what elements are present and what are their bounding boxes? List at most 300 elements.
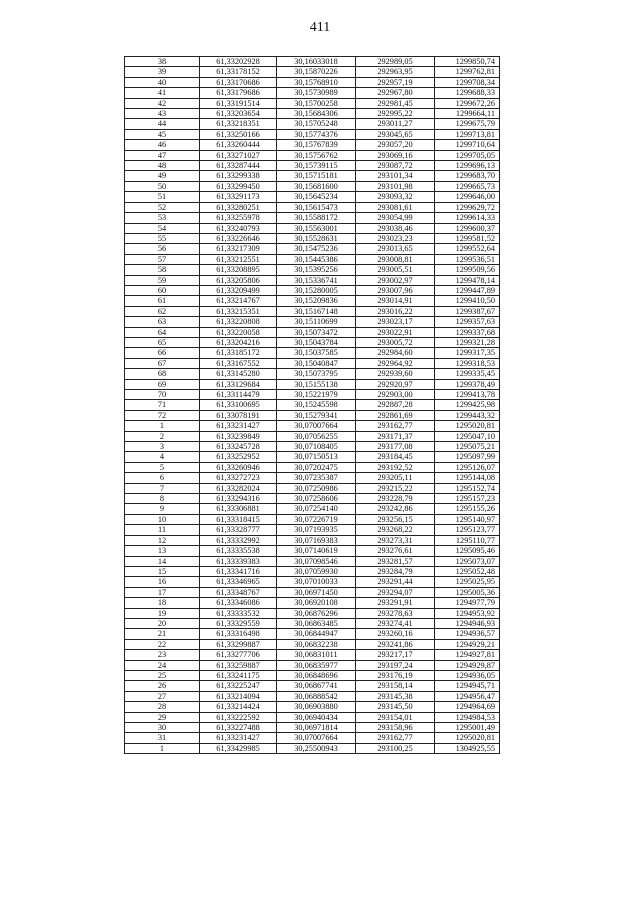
- x-coordinate-cell: 293057,20: [356, 140, 435, 150]
- point-number-cell: 66: [125, 348, 200, 358]
- latitude-cell: 61,33227488: [200, 723, 277, 733]
- y-coordinate-cell: 1299478,14: [435, 275, 500, 285]
- point-number-cell: 43: [125, 109, 200, 119]
- latitude-cell: 61,33429985: [200, 743, 277, 753]
- latitude-cell: 61,33318415: [200, 514, 277, 524]
- table-row: [125, 369, 500, 379]
- y-coordinate-cell: 1299850,74: [435, 57, 500, 67]
- longitude-cell: 30,25500943: [277, 743, 356, 753]
- x-coordinate-cell: 292957,19: [356, 77, 435, 87]
- point-number-cell: 11: [125, 525, 200, 535]
- latitude-cell: 61,33277706: [200, 650, 277, 660]
- x-coordinate-cell: 292964,92: [356, 358, 435, 368]
- latitude-cell: 61,33252952: [200, 452, 277, 462]
- longitude-cell: 30,15073472: [277, 327, 356, 337]
- y-coordinate-cell: 1299696,13: [435, 161, 500, 171]
- y-coordinate-cell: 1294953,92: [435, 608, 500, 618]
- table-row: [125, 254, 500, 264]
- y-coordinate-cell: 1295095,46: [435, 546, 500, 556]
- y-coordinate-cell: 1299581,52: [435, 233, 500, 243]
- latitude-cell: 61,33225247: [200, 681, 277, 691]
- x-coordinate-cell: 293291,44: [356, 577, 435, 587]
- latitude-cell: 61,33170686: [200, 77, 277, 87]
- latitude-cell: 61,33218351: [200, 119, 277, 129]
- y-coordinate-cell: 1299683,70: [435, 171, 500, 181]
- longitude-cell: 30,06940434: [277, 712, 356, 722]
- table-row: [125, 442, 500, 452]
- y-coordinate-cell: 1295155,26: [435, 504, 500, 514]
- y-coordinate-cell: 1295047,10: [435, 431, 500, 441]
- x-coordinate-cell: 293242,86: [356, 504, 435, 514]
- table-row: [125, 650, 500, 660]
- x-coordinate-cell: 292887,28: [356, 400, 435, 410]
- point-number-cell: 27: [125, 691, 200, 701]
- y-coordinate-cell: 1295075,21: [435, 442, 500, 452]
- latitude-cell: 61,33078191: [200, 410, 277, 420]
- longitude-cell: 30,15700258: [277, 98, 356, 108]
- latitude-cell: 61,33332992: [200, 535, 277, 545]
- table-row: [125, 275, 500, 285]
- table-row: [125, 670, 500, 680]
- y-coordinate-cell: 1299443,32: [435, 410, 500, 420]
- table-row: [125, 379, 500, 389]
- point-number-cell: 50: [125, 181, 200, 191]
- point-number-cell: 65: [125, 337, 200, 347]
- table-row: [125, 452, 500, 462]
- y-coordinate-cell: 1295020,81: [435, 733, 500, 743]
- y-coordinate-cell: 1299672,26: [435, 98, 500, 108]
- x-coordinate-cell: 293291,91: [356, 598, 435, 608]
- table-row: [125, 577, 500, 587]
- table-row: [125, 150, 500, 160]
- point-number-cell: 22: [125, 639, 200, 649]
- x-coordinate-cell: 293054,99: [356, 213, 435, 223]
- point-number-cell: 47: [125, 150, 200, 160]
- table-row: [125, 494, 500, 504]
- latitude-cell: 61,33341716: [200, 566, 277, 576]
- longitude-cell: 30,15645234: [277, 192, 356, 202]
- x-coordinate-cell: 293228,79: [356, 494, 435, 504]
- x-coordinate-cell: 293154,01: [356, 712, 435, 722]
- latitude-cell: 61,33231427: [200, 421, 277, 431]
- latitude-cell: 61,33240793: [200, 223, 277, 233]
- y-coordinate-cell: 1299321,28: [435, 337, 500, 347]
- point-number-cell: 12: [125, 535, 200, 545]
- table-row: [125, 306, 500, 316]
- table-row: [125, 88, 500, 98]
- table-row: [125, 213, 500, 223]
- latitude-cell: 61,33145280: [200, 369, 277, 379]
- y-coordinate-cell: 1294936,05: [435, 670, 500, 680]
- x-coordinate-cell: 293008,81: [356, 254, 435, 264]
- x-coordinate-cell: 293162,77: [356, 733, 435, 743]
- y-coordinate-cell: 1299335,45: [435, 369, 500, 379]
- longitude-cell: 30,06863485: [277, 618, 356, 628]
- point-number-cell: 4: [125, 452, 200, 462]
- longitude-cell: 30,07150513: [277, 452, 356, 462]
- table-row: [125, 702, 500, 712]
- latitude-cell: 61,33179686: [200, 88, 277, 98]
- point-number-cell: 58: [125, 265, 200, 275]
- y-coordinate-cell: 1299425,98: [435, 400, 500, 410]
- longitude-cell: 30,07010033: [277, 577, 356, 587]
- longitude-cell: 30,15756762: [277, 150, 356, 160]
- latitude-cell: 61,33129684: [200, 379, 277, 389]
- y-coordinate-cell: 1299665,73: [435, 181, 500, 191]
- table-row: [125, 265, 500, 275]
- latitude-cell: 61,33287444: [200, 161, 277, 171]
- latitude-cell: 61,33241175: [200, 670, 277, 680]
- table-row: [125, 410, 500, 420]
- latitude-cell: 61,33204216: [200, 337, 277, 347]
- longitude-cell: 30,07254140: [277, 504, 356, 514]
- longitude-cell: 30,15037585: [277, 348, 356, 358]
- point-number-cell: 63: [125, 317, 200, 327]
- point-number-cell: 24: [125, 660, 200, 670]
- coordinates-table: [124, 56, 500, 754]
- point-number-cell: 23: [125, 650, 200, 660]
- y-coordinate-cell: 1299708,34: [435, 77, 500, 87]
- x-coordinate-cell: 293184,45: [356, 452, 435, 462]
- point-number-cell: 61: [125, 296, 200, 306]
- table-row: [125, 285, 500, 295]
- x-coordinate-cell: 292989,05: [356, 57, 435, 67]
- x-coordinate-cell: 293014,91: [356, 296, 435, 306]
- point-number-cell: 7: [125, 483, 200, 493]
- latitude-cell: 61,33294316: [200, 494, 277, 504]
- latitude-cell: 61,33291173: [200, 192, 277, 202]
- table-row: [125, 712, 500, 722]
- table-row: [125, 421, 500, 431]
- table-row: [125, 98, 500, 108]
- longitude-cell: 30,06971450: [277, 587, 356, 597]
- longitude-cell: 30,07193935: [277, 525, 356, 535]
- point-number-cell: 10: [125, 514, 200, 524]
- point-number-cell: 26: [125, 681, 200, 691]
- x-coordinate-cell: 293101,34: [356, 171, 435, 181]
- latitude-cell: 61,33271027: [200, 150, 277, 160]
- table-row: [125, 348, 500, 358]
- longitude-cell: 30,07140619: [277, 546, 356, 556]
- x-coordinate-cell: 292963,95: [356, 67, 435, 77]
- latitude-cell: 61,33250166: [200, 129, 277, 139]
- table-row: [125, 57, 500, 67]
- x-coordinate-cell: 293100,25: [356, 743, 435, 753]
- x-coordinate-cell: 293011,27: [356, 119, 435, 129]
- y-coordinate-cell: 1294929,87: [435, 660, 500, 670]
- table-row: [125, 296, 500, 306]
- point-number-cell: 18: [125, 598, 200, 608]
- x-coordinate-cell: 293268,22: [356, 525, 435, 535]
- longitude-cell: 30,16033018: [277, 57, 356, 67]
- longitude-cell: 30,15445386: [277, 254, 356, 264]
- y-coordinate-cell: 1299629,72: [435, 202, 500, 212]
- point-number-cell: 40: [125, 77, 200, 87]
- table-row: [125, 514, 500, 524]
- point-number-cell: 54: [125, 223, 200, 233]
- point-number-cell: 19: [125, 608, 200, 618]
- y-coordinate-cell: 1299318,53: [435, 358, 500, 368]
- longitude-cell: 30,15043784: [277, 337, 356, 347]
- latitude-cell: 61,33282024: [200, 483, 277, 493]
- x-coordinate-cell: 292981,45: [356, 98, 435, 108]
- longitude-cell: 30,15279341: [277, 410, 356, 420]
- y-coordinate-cell: 1294956,47: [435, 691, 500, 701]
- latitude-cell: 61,33339383: [200, 556, 277, 566]
- latitude-cell: 61,33328777: [200, 525, 277, 535]
- longitude-cell: 30,15221979: [277, 390, 356, 400]
- point-number-cell: 39: [125, 67, 200, 77]
- table-row: [125, 109, 500, 119]
- point-number-cell: 45: [125, 129, 200, 139]
- longitude-cell: 30,15739115: [277, 161, 356, 171]
- latitude-cell: 61,33260946: [200, 462, 277, 472]
- y-coordinate-cell: 1299552,64: [435, 244, 500, 254]
- point-number-cell: 13: [125, 546, 200, 556]
- point-number-cell: 57: [125, 254, 200, 264]
- longitude-cell: 30,15870226: [277, 67, 356, 77]
- point-number-cell: 3: [125, 442, 200, 452]
- longitude-cell: 30,07108405: [277, 442, 356, 452]
- latitude-cell: 61,33222592: [200, 712, 277, 722]
- y-coordinate-cell: 1299337,68: [435, 327, 500, 337]
- latitude-cell: 61,33316498: [200, 629, 277, 639]
- longitude-cell: 30,07250986: [277, 483, 356, 493]
- table-row: [125, 119, 500, 129]
- latitude-cell: 61,33114479: [200, 390, 277, 400]
- table-row: [125, 77, 500, 87]
- x-coordinate-cell: 293038,46: [356, 223, 435, 233]
- y-coordinate-cell: 1295110,77: [435, 535, 500, 545]
- y-coordinate-cell: 1299646,00: [435, 192, 500, 202]
- table-row: [125, 140, 500, 150]
- y-coordinate-cell: 1299413,78: [435, 390, 500, 400]
- point-number-cell: 15: [125, 566, 200, 576]
- point-number-cell: 48: [125, 161, 200, 171]
- x-coordinate-cell: 293276,61: [356, 546, 435, 556]
- x-coordinate-cell: 293241,86: [356, 639, 435, 649]
- longitude-cell: 30,15768910: [277, 77, 356, 87]
- point-number-cell: 6: [125, 473, 200, 483]
- x-coordinate-cell: 292920,97: [356, 379, 435, 389]
- x-coordinate-cell: 293192,52: [356, 462, 435, 472]
- y-coordinate-cell: 1299447,89: [435, 285, 500, 295]
- x-coordinate-cell: 293081,61: [356, 202, 435, 212]
- longitude-cell: 30,06920108: [277, 598, 356, 608]
- y-coordinate-cell: 1299614,33: [435, 213, 500, 223]
- table-row: [125, 400, 500, 410]
- longitude-cell: 30,15395256: [277, 265, 356, 275]
- longitude-cell: 30,07258606: [277, 494, 356, 504]
- longitude-cell: 30,15336741: [277, 275, 356, 285]
- point-number-cell: 38: [125, 57, 200, 67]
- x-coordinate-cell: 293260,16: [356, 629, 435, 639]
- x-coordinate-cell: 292995,22: [356, 109, 435, 119]
- table-row: [125, 525, 500, 535]
- x-coordinate-cell: 293294,07: [356, 587, 435, 597]
- longitude-cell: 30,06844947: [277, 629, 356, 639]
- longitude-cell: 30,15681600: [277, 181, 356, 191]
- x-coordinate-cell: 293093,32: [356, 192, 435, 202]
- point-number-cell: 52: [125, 202, 200, 212]
- point-number-cell: 28: [125, 702, 200, 712]
- longitude-cell: 30,15167148: [277, 306, 356, 316]
- y-coordinate-cell: 1294936,57: [435, 629, 500, 639]
- latitude-cell: 61,33335538: [200, 546, 277, 556]
- table-row: [125, 618, 500, 628]
- point-number-cell: 44: [125, 119, 200, 129]
- table-row: [125, 691, 500, 701]
- x-coordinate-cell: 292967,80: [356, 88, 435, 98]
- y-coordinate-cell: 1299705,05: [435, 150, 500, 160]
- longitude-cell: 30,15155138: [277, 379, 356, 389]
- longitude-cell: 30,07056255: [277, 431, 356, 441]
- latitude-cell: 61,33306881: [200, 504, 277, 514]
- table-row: [125, 171, 500, 181]
- x-coordinate-cell: 293069,16: [356, 150, 435, 160]
- table-row: [125, 504, 500, 514]
- y-coordinate-cell: 1295126,07: [435, 462, 500, 472]
- latitude-cell: 61,33214094: [200, 691, 277, 701]
- longitude-cell: 30,15280005: [277, 285, 356, 295]
- longitude-cell: 30,15245598: [277, 400, 356, 410]
- x-coordinate-cell: 293177,08: [356, 442, 435, 452]
- latitude-cell: 61,33220808: [200, 317, 277, 327]
- table-row: [125, 358, 500, 368]
- point-number-cell: 67: [125, 358, 200, 368]
- x-coordinate-cell: 293171,37: [356, 431, 435, 441]
- y-coordinate-cell: 1299713,81: [435, 129, 500, 139]
- point-number-cell: 20: [125, 618, 200, 628]
- latitude-cell: 61,33214767: [200, 296, 277, 306]
- latitude-cell: 61,33255978: [200, 213, 277, 223]
- latitude-cell: 61,33272723: [200, 473, 277, 483]
- latitude-cell: 61,33167552: [200, 358, 277, 368]
- longitude-cell: 30,15563001: [277, 223, 356, 233]
- latitude-cell: 61,33329559: [200, 618, 277, 628]
- y-coordinate-cell: 1294946,93: [435, 618, 500, 628]
- longitude-cell: 30,15475236: [277, 244, 356, 254]
- longitude-cell: 30,15705248: [277, 119, 356, 129]
- table-row: [125, 223, 500, 233]
- longitude-cell: 30,07059930: [277, 566, 356, 576]
- latitude-cell: 61,33203654: [200, 109, 277, 119]
- x-coordinate-cell: 293023,23: [356, 233, 435, 243]
- point-number-cell: 25: [125, 670, 200, 680]
- y-coordinate-cell: 1294929,21: [435, 639, 500, 649]
- x-coordinate-cell: 293273,31: [356, 535, 435, 545]
- latitude-cell: 61,33280251: [200, 202, 277, 212]
- table-row: [125, 556, 500, 566]
- point-number-cell: 1: [125, 743, 200, 753]
- x-coordinate-cell: 293215,22: [356, 483, 435, 493]
- latitude-cell: 61,33178152: [200, 67, 277, 77]
- y-coordinate-cell: 1295052,48: [435, 566, 500, 576]
- x-coordinate-cell: 293176,19: [356, 670, 435, 680]
- table-row: [125, 566, 500, 576]
- y-coordinate-cell: 1299710,64: [435, 140, 500, 150]
- y-coordinate-cell: 1295001,49: [435, 723, 500, 733]
- coordinates-table-body: [125, 57, 500, 754]
- y-coordinate-cell: 1299410,50: [435, 296, 500, 306]
- point-number-cell: 21: [125, 629, 200, 639]
- point-number-cell: 49: [125, 171, 200, 181]
- latitude-cell: 61,33231427: [200, 733, 277, 743]
- longitude-cell: 30,07226719: [277, 514, 356, 524]
- point-number-cell: 62: [125, 306, 200, 316]
- point-number-cell: 42: [125, 98, 200, 108]
- y-coordinate-cell: 1299509,56: [435, 265, 500, 275]
- table-row: [125, 733, 500, 743]
- latitude-cell: 61,33299338: [200, 171, 277, 181]
- table-row: [125, 67, 500, 77]
- point-number-cell: 14: [125, 556, 200, 566]
- x-coordinate-cell: 293022,91: [356, 327, 435, 337]
- x-coordinate-cell: 293217,17: [356, 650, 435, 660]
- table-row: [125, 244, 500, 254]
- x-coordinate-cell: 293002,97: [356, 275, 435, 285]
- y-coordinate-cell: 1299317,35: [435, 348, 500, 358]
- y-coordinate-cell: 1299387,67: [435, 306, 500, 316]
- longitude-cell: 30,07007664: [277, 733, 356, 743]
- latitude-cell: 61,33185172: [200, 348, 277, 358]
- table-row: [125, 390, 500, 400]
- longitude-cell: 30,06832238: [277, 639, 356, 649]
- table-row: [125, 608, 500, 618]
- longitude-cell: 30,06971814: [277, 723, 356, 733]
- y-coordinate-cell: 1294945,71: [435, 681, 500, 691]
- latitude-cell: 61,33245728: [200, 442, 277, 452]
- page-number: 411: [309, 20, 331, 35]
- longitude-cell: 30,15073795: [277, 369, 356, 379]
- y-coordinate-cell: 1295005,36: [435, 587, 500, 597]
- table-row: [125, 161, 500, 171]
- table-row: [125, 535, 500, 545]
- x-coordinate-cell: 293205,11: [356, 473, 435, 483]
- table-row: [125, 233, 500, 243]
- table-row: [125, 587, 500, 597]
- x-coordinate-cell: 293281,57: [356, 556, 435, 566]
- table-row: [125, 639, 500, 649]
- point-number-cell: 31: [125, 733, 200, 743]
- longitude-cell: 30,15110699: [277, 317, 356, 327]
- longitude-cell: 30,07202475: [277, 462, 356, 472]
- x-coordinate-cell: 293007,96: [356, 285, 435, 295]
- table-row: [125, 181, 500, 191]
- longitude-cell: 30,06888542: [277, 691, 356, 701]
- longitude-cell: 30,15715181: [277, 171, 356, 181]
- y-coordinate-cell: 1294964,69: [435, 702, 500, 712]
- table-row: [125, 660, 500, 670]
- latitude-cell: 61,33299450: [200, 181, 277, 191]
- y-coordinate-cell: 1295097,99: [435, 452, 500, 462]
- longitude-cell: 30,15767839: [277, 140, 356, 150]
- y-coordinate-cell: 1299378,49: [435, 379, 500, 389]
- point-number-cell: 30: [125, 723, 200, 733]
- x-coordinate-cell: 293274,41: [356, 618, 435, 628]
- point-number-cell: 70: [125, 390, 200, 400]
- longitude-cell: 30,06876296: [277, 608, 356, 618]
- table-row: [125, 431, 500, 441]
- table-row: [125, 129, 500, 139]
- point-number-cell: 69: [125, 379, 200, 389]
- table-row: [125, 317, 500, 327]
- point-number-cell: 51: [125, 192, 200, 202]
- point-number-cell: 56: [125, 244, 200, 254]
- x-coordinate-cell: 293005,72: [356, 337, 435, 347]
- table-row: [125, 598, 500, 608]
- x-coordinate-cell: 293158,14: [356, 681, 435, 691]
